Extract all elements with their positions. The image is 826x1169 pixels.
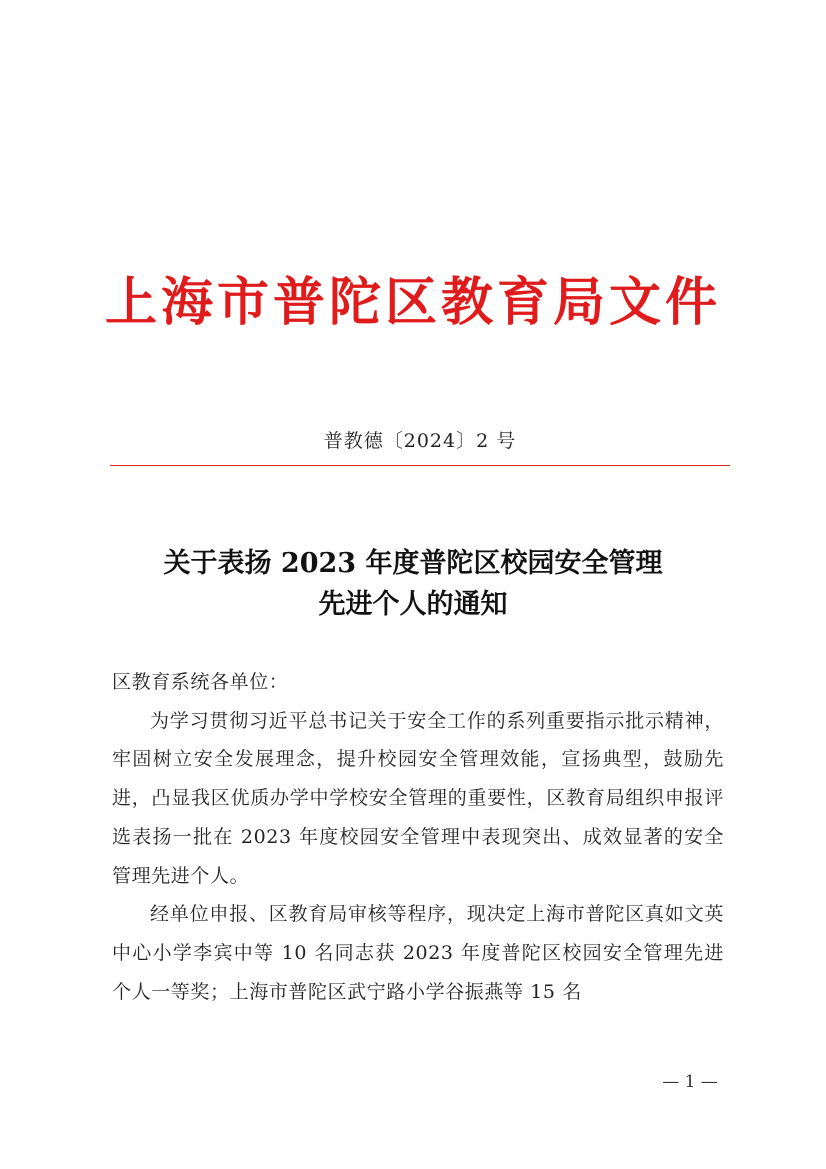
- issuing-authority-title: 上海市普陀区教育局文件: [104, 272, 721, 333]
- notice-title: [110, 543, 716, 625]
- page-number: — 1 —: [662, 1072, 718, 1092]
- body-paragraph-2: 经单位申报、区教育局审核等程序，现决定上海市普陀区真如文英中心小学李宾中等 10 名同志获 2023 年度普陀区校园安全管理先进个人一等奖；上海市普陀区武宁路小学谷振燕等 15 名: [112, 903, 724, 1003]
- salutation: 区教育系统各单位：: [112, 671, 289, 693]
- red-divider-line: [110, 465, 730, 466]
- body-paragraph-1: 为学习贯彻习近平总书记关于安全工作的系列重要指示批示精神，牢固树立安全发展理念，提升校园安全管理效能，宣扬典型，鼓励先进，凸显我区优质办学中学校安全管理的重要性，区教育局组织申报评选表扬一批在 2023 年度校园安全管理中表现突出、成效显著的安全管理先进个人。: [112, 709, 724, 887]
- notice-body: [112, 663, 724, 1011]
- document-number: 普教德〔2024〕2 号: [323, 430, 517, 452]
- notice-title-line-2: 先进个人的通知: [318, 589, 508, 620]
- notice-title-line-1: 关于表扬 2023 年度普陀区校园安全管理: [163, 548, 663, 579]
